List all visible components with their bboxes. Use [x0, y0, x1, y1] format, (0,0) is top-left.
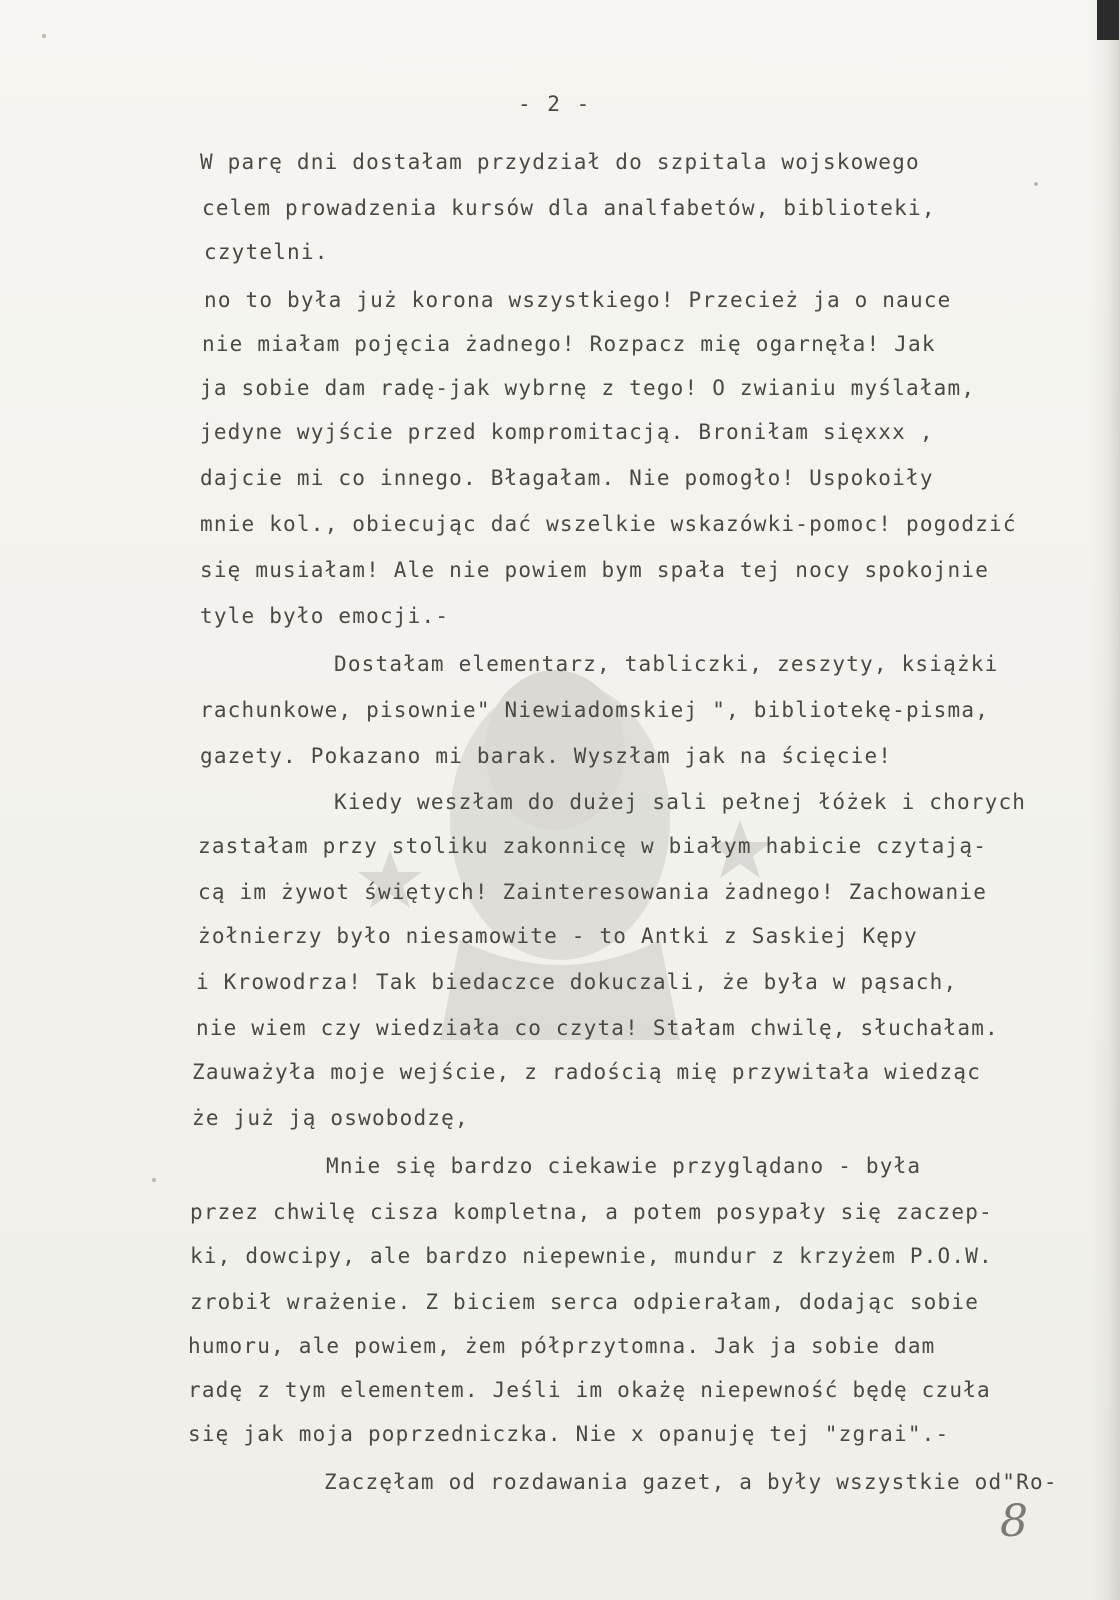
text-line-5: nie miałam pojęcia żadnego! Rozpacz mię ogarnęła! Jak	[202, 332, 936, 356]
text-line-10: się musiałam! Ale nie powiem bym spała tej nocy spokojnie	[200, 558, 990, 582]
text-line-17: cą im żywot świętych! Zainteresowania żadnego! Zachowanie	[198, 880, 988, 904]
text-line-14: gazety. Pokazano mi barak. Wyszłam jak na ścięcie!	[200, 744, 893, 768]
text-line-28: radę z tym elementem. Jeśli im okażę niepewność będę czuła	[188, 1378, 991, 1402]
text-line-2: celem prowadzenia kursów dla analfabetów, biblioteki,	[202, 196, 936, 220]
text-line-26: zrobił wrażenie. Z biciem serca odpierałam, dodając sobie	[190, 1290, 980, 1314]
paper-speck	[152, 1178, 156, 1182]
text-line-12: Dostałam elementarz, tabliczki, zeszyty, książki	[334, 652, 999, 676]
paper-speck	[42, 34, 46, 38]
corner-tab	[1097, 0, 1119, 40]
text-line-30: Zaczęłam od rozdawania gazet, a były wszystkie od"Ro-	[324, 1470, 1058, 1494]
text-line-3: czytelni.	[204, 240, 329, 264]
text-line-19: i Krowodrza! Tak biedaczce dokuczali, że była w pąsach,	[196, 970, 958, 994]
text-line-21: Zauważyła moje wejście, z radością mię przywitała wiedząc	[192, 1060, 982, 1084]
text-line-7: jedyne wyjście przed kompromitacją. Broniłam sięxxx ,	[200, 420, 934, 444]
text-line-6: ja sobie dam radę-jak wybrnę z tego! O zwianiu myślałam,	[200, 376, 976, 400]
text-line-16: zastałam przy stoliku zakonnicę w białym habicie czytają-	[198, 834, 988, 858]
text-line-25: ki, dowcipy, ale bardzo niepewnie, mundur z krzyżem P.O.W.	[190, 1244, 993, 1268]
text-line-20: nie wiem czy wiedziała co czyta! Stałam chwilę, słuchałam.	[196, 1016, 999, 1040]
text-line-9: mnie kol., obiecując dać wszelkie wskazówki-pomoc! pogodzić	[200, 512, 1017, 536]
text-line-11: tyle było emocji.-	[200, 604, 450, 628]
text-line-4: no to była już korona wszystkiego! Przecież ja o nauce	[204, 288, 952, 312]
page-edge-shadow	[1091, 0, 1119, 1600]
text-line-8: dajcie mi co innego. Błagałam. Nie pomogło! Uspokoiły	[200, 466, 934, 490]
text-line-22: że już ją oswobodzę,	[192, 1106, 469, 1130]
paper-speck	[1034, 182, 1038, 186]
text-line-15: Kiedy weszłam do dużej sali pełnej łóżek i chorych	[334, 790, 1027, 814]
text-line-13: rachunkowe, pisownie" Niewiadomskiej ", bibliotekę-pisma,	[200, 698, 990, 722]
page-number: - 2 -	[518, 92, 592, 116]
folio-number: 8	[1000, 1496, 1028, 1547]
text-line-29: się jak moja poprzedniczka. Nie x opanuję tej "zgrai".-	[188, 1422, 950, 1446]
text-line-27: humoru, ale powiem, żem półprzytomna. Jak ja sobie dam	[188, 1334, 936, 1358]
text-line-1: W parę dni dostałam przydział do szpitala wojskowego	[200, 150, 920, 174]
text-line-24: przez chwilę cisza kompletna, a potem posypały się zaczep-	[190, 1200, 993, 1224]
text-line-23: Mnie się bardzo ciekawie przyglądano - była	[326, 1154, 922, 1178]
text-line-18: żołnierzy było niesamowite - to Antki z Saskiej Kępy	[198, 924, 918, 948]
